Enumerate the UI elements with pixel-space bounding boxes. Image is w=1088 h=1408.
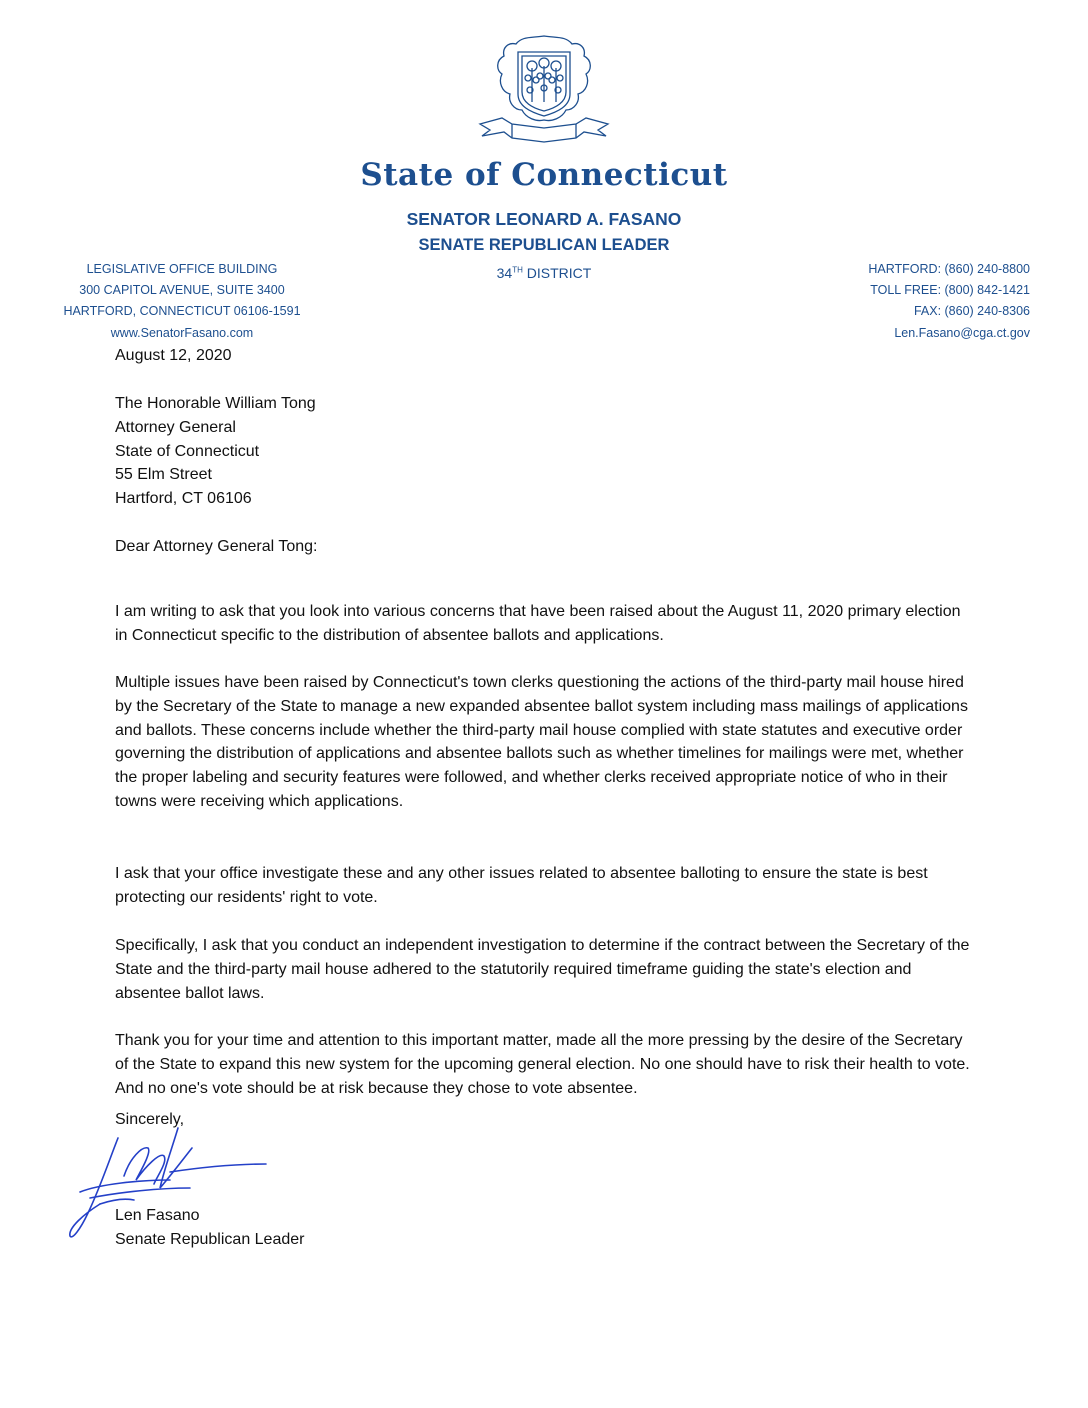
district-number: 34 <box>496 265 513 281</box>
senator-title: SENATE REPUBLICAN LEADER <box>418 236 670 254</box>
office-address-block <box>58 259 306 344</box>
body-paragraph: I am writing to ask that you look into various concerns that have been raised about the August 11, 2020 primary election in Connecticut specific to the distribution of absentee ballots and applications. <box>115 603 961 644</box>
letter-date: August 12, 2020 <box>115 347 232 364</box>
address-line: HARTFORD, CONNECTICUT 06106-1591 <box>63 304 301 319</box>
body-paragraph: I ask that your office investigate these and any other issues related to absentee balloting to ensure the state is best protecting our residents' right to vote. <box>115 865 928 906</box>
senator-name: SENATOR LEONARD A. FASANO <box>406 209 682 229</box>
body-paragraph: Thank you for your time and attention to this important matter, made all the more pressing by the desire of the Secretary of the State to expand this new system for the upcoming general election. No one should have to risk their health to vote. And no one's vote should be at risk because they chose to vote absentee. <box>115 1032 970 1097</box>
recipient-line: The Honorable William Tong <box>115 395 316 412</box>
closing: Sincerely, <box>115 1111 185 1128</box>
website-link[interactable]: www.SenatorFasano.com <box>110 325 254 340</box>
address-line: LEGISLATIVE OFFICE BUILDING <box>86 262 278 276</box>
phone-toll-free: TOLL FREE: (800) 842-1421 <box>870 283 1030 298</box>
district-word: DISTRICT <box>522 265 592 281</box>
recipient-line: State of Connecticut <box>115 442 260 460</box>
address-line: 300 CAPITOL AVENUE, SUITE 3400 <box>79 283 285 298</box>
recipient-line: Attorney General <box>115 418 236 436</box>
email-link[interactable]: Len.Fasano@cga.ct.gov <box>894 325 1030 340</box>
district-suffix: TH <box>512 265 523 275</box>
state-title: State of Connecticut <box>360 157 728 193</box>
signer-title: Senate Republican Leader <box>115 1231 305 1248</box>
body-paragraph: Specifically, I ask that you conduct an independent investigation to determine if the contract between the Secretary of the State and the third-party mail house adhered to the statutorily required timeframe guiding the state's election and absentee ballot laws. <box>115 937 970 1002</box>
recipient-line: 55 Elm Street <box>115 466 212 484</box>
connecticut-state-seal-icon <box>472 32 616 158</box>
phone-hartford: HARTFORD: (860) 240-8800 <box>868 262 1030 276</box>
body-paragraph: Multiple issues have been raised by Connecticut's town clerks questioning the actions of the third-party mail house hired by the Secretary of the State to manage a new expanded absentee ballot system including mass mailings of applications and ballots. These concerns include whether the third-party mail house complied with state statutes and executive order governing the distribution of applications and absentee ballots such as whether timelines for mailings were met, whether the proper labeling and security features were followed, and whether clerks received appropriate notice of who in their towns were receiving which applications. <box>115 674 968 810</box>
recipient-block <box>115 392 975 511</box>
recipient-line: Hartford, CT 06106 <box>115 490 252 508</box>
contact-block <box>830 259 1030 344</box>
fax-number: FAX: (860) 240-8306 <box>913 304 1030 319</box>
signer-name: Len Fasano <box>115 1207 200 1224</box>
salutation: Dear Attorney General Tong: <box>115 538 318 555</box>
